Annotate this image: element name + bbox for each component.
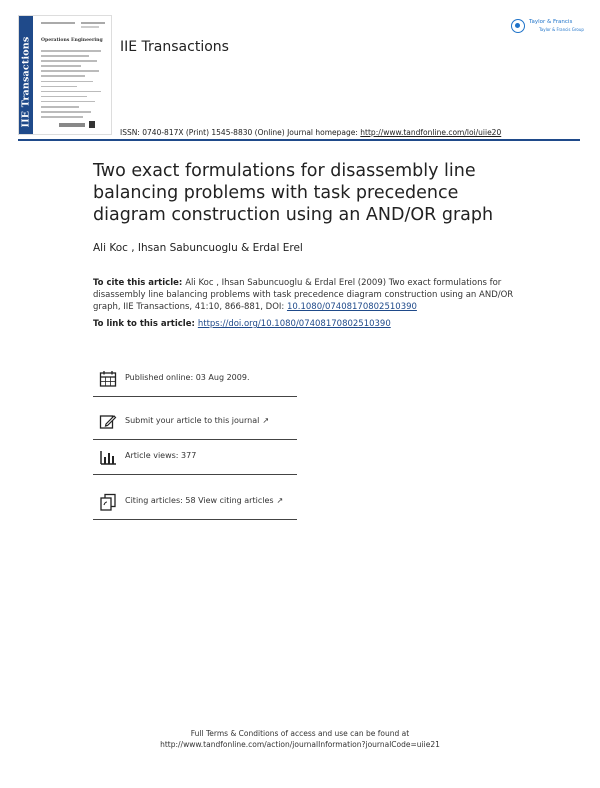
footer xyxy=(0,728,600,750)
citation-block xyxy=(93,277,528,313)
issn-text: ISSN: 0740-817X (Print) 1545-8830 (Online) Journal homepage: xyxy=(120,128,361,137)
cover-spine-title: IIE Transactions xyxy=(20,36,32,128)
article-views-text: Article views: 377 xyxy=(125,451,197,460)
citation-doi-link[interactable]: 10.1080/07408170802510390 xyxy=(286,302,417,312)
edit-icon xyxy=(99,413,117,431)
submit-article-text: Submit your article to this journal xyxy=(125,416,260,425)
article-authors[interactable]: Ali Koc , Ihsan Sabuncuoglu & Erdal Erel xyxy=(93,242,303,254)
article-title: Two exact formulations for disassembly line balancing problems with task precedence diagram construction using an AND/OR graph xyxy=(93,161,494,225)
citing-articles-link[interactable] xyxy=(125,496,283,505)
external-link-icon: ↗ xyxy=(276,496,284,505)
publisher-name: Taylor & Francis xyxy=(529,19,573,25)
cover-inner-title: Operations Engineering xyxy=(41,38,103,43)
bar-chart-icon xyxy=(99,448,117,466)
publisher-logo[interactable] xyxy=(511,19,585,37)
citing-articles-icon xyxy=(99,493,117,511)
header-divider xyxy=(18,139,580,141)
cover-text-lines xyxy=(41,50,103,121)
article-views-row xyxy=(93,438,297,475)
issn-line xyxy=(120,128,501,137)
footer-terms-text: Full Terms & Conditions of access and use can be found at xyxy=(190,729,410,738)
link-line xyxy=(93,319,391,329)
footer-terms-link[interactable]: http://www.tandfonline.com/action/journalInformation?journalCode=uiie21 xyxy=(160,740,440,749)
published-online-row xyxy=(93,360,297,397)
cover-publisher-logo xyxy=(59,123,85,127)
journal-homepage-link[interactable]: http://www.tandfonline.com/loi/uiie20 xyxy=(360,128,502,137)
journal-name[interactable]: IIE Transactions xyxy=(120,39,229,55)
article-doi-link[interactable]: https://doi.org/10.1080/07408170802510390 xyxy=(197,319,391,329)
submit-article-row[interactable] xyxy=(93,403,297,440)
publisher-logo-icon xyxy=(511,19,525,33)
citing-articles-row[interactable] xyxy=(93,483,297,520)
link-label: To link to this article: xyxy=(93,319,198,329)
journal-cover-thumbnail xyxy=(18,15,112,135)
calendar-icon xyxy=(99,370,117,388)
citation-label: To cite this article: xyxy=(93,278,186,288)
submit-article-link[interactable] xyxy=(125,416,269,425)
citation-text: Ali Koc , Ihsan Sabuncuoglu & Erdal Erel (2009) Two exact formulations for disassembly line balancing problems with task precedence diagram construction using an AND/OR graph, IIE Transactions, 41:10, 866-881, DOI: xyxy=(93,278,514,312)
published-online-text: Published online: 03 Aug 2009. xyxy=(125,373,250,382)
citing-articles-text: Citing articles: 58 View citing articles xyxy=(125,496,274,505)
cover-spine xyxy=(19,16,33,134)
publisher-tagline: Taylor & Francis Group xyxy=(539,27,584,32)
external-link-icon: ↗ xyxy=(262,416,270,425)
